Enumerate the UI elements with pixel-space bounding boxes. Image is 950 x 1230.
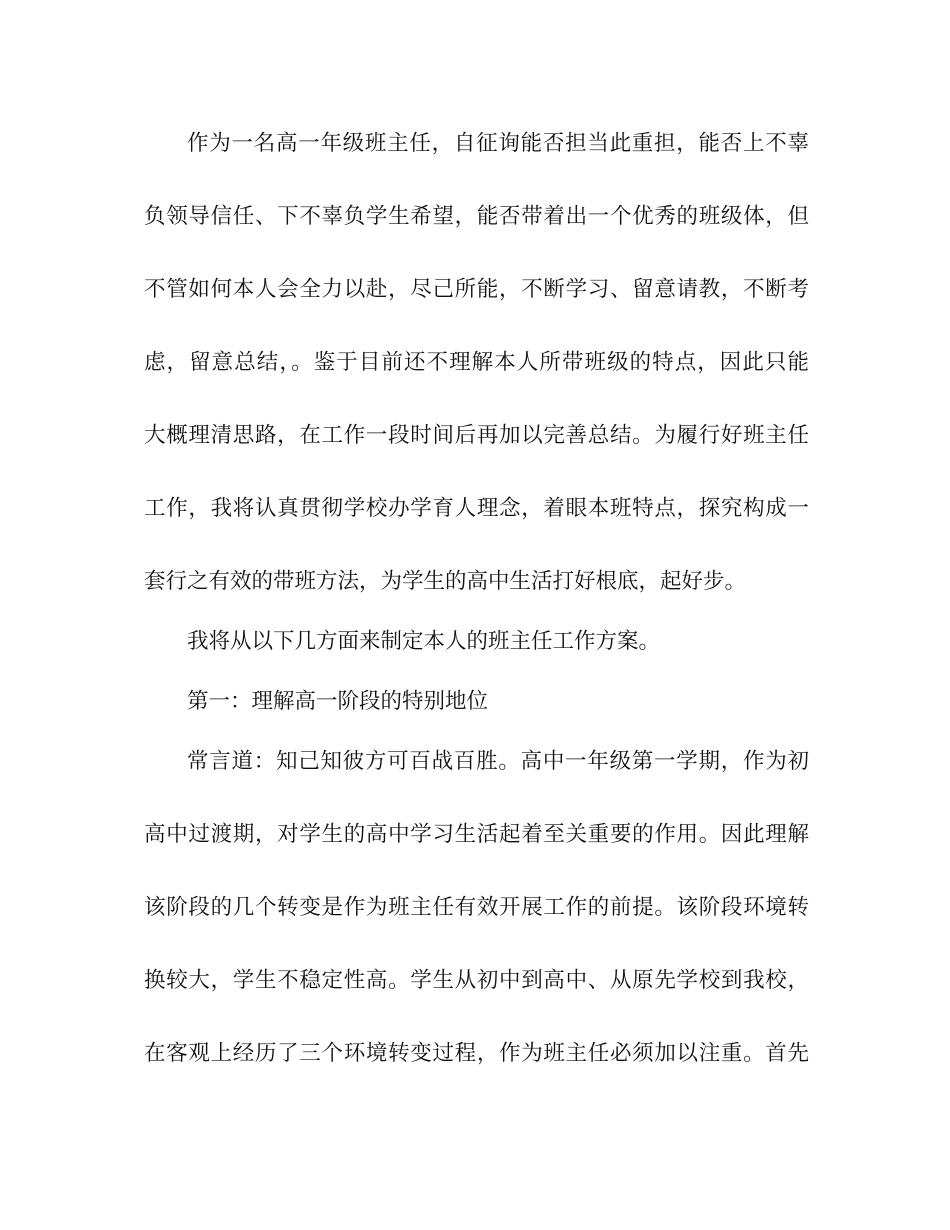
paragraph-3-line-1: 常言道：知己知彼方可百战百胜。高中一年级第一学期，作为初	[187, 749, 809, 774]
paragraph-1-line-7: 套行之有效的带班方法，为学生的高中生活打好根底，起好步。	[144, 569, 747, 594]
paragraph-1-line-4: 虑，留意总结，。鉴于目前还不理解本人所带班级的特点，因此只能	[144, 350, 809, 375]
paragraph-1-line-3: 不管如何本人会全力以赴，尽己所能，不断学习、留意请教，不断考	[144, 277, 809, 302]
paragraph-1-line-1: 作为一名高一年级班主任，自征询能否担当此重担，能否上不辜	[187, 131, 809, 156]
paragraph-1-line-2: 负领导信任、下不辜负学生希望，能否带着出一个优秀的班级体，但	[144, 204, 809, 229]
paragraph-3-line-4: 换较大，学生不稳定性高。学生从初中到高中、从原先学校到我校，	[144, 968, 809, 993]
paragraph-3-line-3: 该阶段的几个转变是作为班主任有效开展工作的前提。该阶段环境转	[144, 895, 809, 920]
section-heading: 第一：理解高一阶段的特别地位	[187, 689, 489, 714]
paragraph-3-line-2: 高中过渡期，对学生的高中学习生活起着至关重要的作用。因此理解	[144, 822, 809, 847]
paragraph-2: 我将从以下几方面来制定本人的班主任工作方案。	[187, 629, 661, 654]
paragraph-3-line-5: 在客观上经历了三个环境转变过程，作为班主任必须加以注重。首先	[144, 1041, 809, 1066]
paragraph-1-line-5: 大概理清思路，在工作一段时间后再加以完善总结。为履行好班主任	[144, 423, 809, 448]
paragraph-1-line-6: 工作，我将认真贯彻学校办学育人理念，着眼本班特点，探究构成一	[144, 496, 809, 521]
